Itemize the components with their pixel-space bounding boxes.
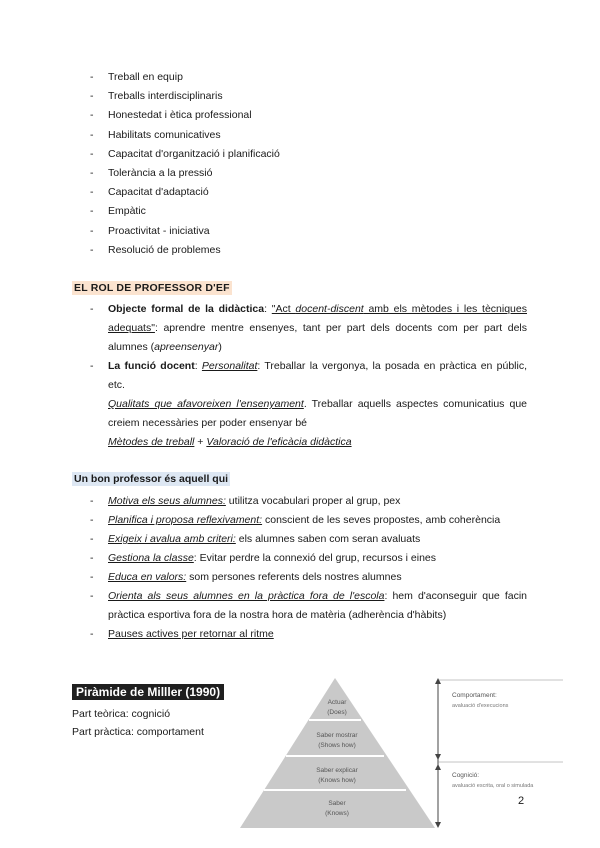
list-item: - Tolerància a la pressió (90, 166, 280, 185)
item-link[interactable]: Motiva els seus alumnes: (108, 495, 226, 507)
miller-pyramid (240, 670, 563, 828)
plus-sign: + (194, 436, 207, 448)
cognicio-sub: avaluació escrita, oral o simulada (452, 783, 534, 789)
list-item: - Treballs interdisciplinaris (90, 89, 280, 108)
list-item (90, 568, 527, 587)
level-saber-en: (Knows) (325, 810, 349, 817)
valoracio-link[interactable]: Valoració de l'eficàcia didàctica (206, 436, 352, 448)
rol-item-text: : aprendre mentre ensenyes, tant per part dels docents com per part dels alumnes ( (108, 322, 527, 353)
level-mostrar-en: (Shows how) (318, 742, 356, 749)
rol-item-text-end: ) (218, 341, 222, 353)
list-item: - Capacitat d'adaptació (90, 185, 280, 204)
rol-section (90, 300, 527, 452)
skills-list (90, 70, 280, 262)
item-link[interactable]: Gestiona la classe (108, 552, 194, 564)
item-text: : hem d'aconseguir que facin pràctica esportiva fora de la nostra hora de matèria (adherència d'hàbits) (108, 590, 527, 621)
rol-item-text: : Treballar la vergonya, la posada en pràctica en públic, etc. (108, 360, 528, 391)
level-actuar-en: (Does) (327, 709, 347, 716)
quote-part: amb els mètodes i les tècniques adequats" (108, 303, 527, 334)
qualitats-line (90, 395, 527, 433)
section-heading-bon-professor: Un bon professor és aquell qui (74, 473, 229, 485)
list-item: - Habilitats comunicatives (90, 128, 280, 147)
item-text: som persones referents dels nostres alumnes (186, 571, 402, 583)
list-item: - Honestedat i ètica professional (90, 108, 280, 127)
level-explicar-en: (Knows how) (318, 777, 356, 784)
list-item (90, 530, 527, 549)
list-item: - Capacitat d'organització i planificació (90, 147, 280, 166)
rol-item-objecte (90, 300, 527, 357)
rol-item-label: Objecte formal de la didàctica (108, 303, 265, 315)
section-heading-rol: EL ROL DE PROFESSOR D'EF (74, 282, 230, 294)
list-item (90, 587, 527, 625)
item-link[interactable]: Orienta als seus alumnes en la pràctica fora de l'escola (108, 590, 385, 602)
level-actuar: Actuar (327, 699, 347, 706)
qualitats-link[interactable]: Qualitats que afavoreixen l'ensenyament (108, 398, 304, 410)
item-text: utilitza vocabulari proper al grup, pex (225, 495, 401, 507)
metodes-link[interactable]: Mètodes de treball (108, 436, 195, 448)
item-link[interactable]: Exigeix i avalua amb criteri: (108, 533, 236, 545)
arrow-up-icon (435, 678, 441, 684)
item-link[interactable]: Pauses actives per retornar al ritme (108, 628, 274, 640)
arrow-down-icon (435, 822, 441, 828)
arrow-down-icon (435, 754, 441, 760)
level-explicar: Saber explicar (316, 767, 358, 774)
list-item (90, 492, 527, 511)
item-text: els alumnes saben com seran avaluats (235, 533, 421, 545)
level-saber: Saber (328, 800, 346, 807)
quote-part: "Act (271, 303, 296, 315)
page-number: 2 (518, 795, 525, 807)
separator: : (264, 303, 272, 315)
list-item: - Empàtic (90, 204, 280, 223)
comportament-sub: avaluació d'execucions (452, 703, 509, 709)
item-link[interactable]: Educa en valors: (108, 571, 187, 583)
qualitats-text: . Treballar aquells aspectes comunicatius que creiem necessàries per poder ensenyar bé (108, 398, 527, 429)
list-item: - Resolució de problemes (90, 243, 280, 262)
list-item: - Treball en equip (90, 70, 280, 89)
rol-item-italic: apreensenyar (154, 341, 219, 353)
arrow-up-icon (435, 764, 441, 770)
personalitat-link[interactable]: Personalitat (201, 360, 258, 372)
item-text: : Evitar perdre la connexió del grup, recursos i eines (193, 552, 437, 564)
item-text: conscient de les seves propostes, amb coherència (262, 514, 501, 526)
cognicio-label: Cognició: (452, 772, 480, 779)
bon-professor-list (90, 492, 527, 644)
metodes-line (90, 433, 527, 452)
list-item: - Proactivitat - iniciativa (90, 224, 280, 243)
separator: : (194, 360, 202, 372)
miller-line-practica: Part pràctica: comportament (72, 726, 204, 738)
miller-title: Piràmide de Milller (1990) (72, 684, 224, 700)
list-item (90, 549, 527, 568)
rol-item-funcio (90, 357, 527, 395)
miller-line-teorica: Part teòrica: cognició (72, 708, 171, 720)
rol-item-label: La funció docent (108, 360, 195, 372)
quote-italic: docent-discent (295, 303, 364, 315)
list-item (90, 511, 527, 530)
item-link[interactable]: Planifica i proposa reflexivament: (108, 514, 263, 526)
list-item (90, 625, 527, 644)
comportament-label: Comportament: (452, 692, 497, 699)
level-mostrar: Saber mostrar (316, 732, 358, 739)
